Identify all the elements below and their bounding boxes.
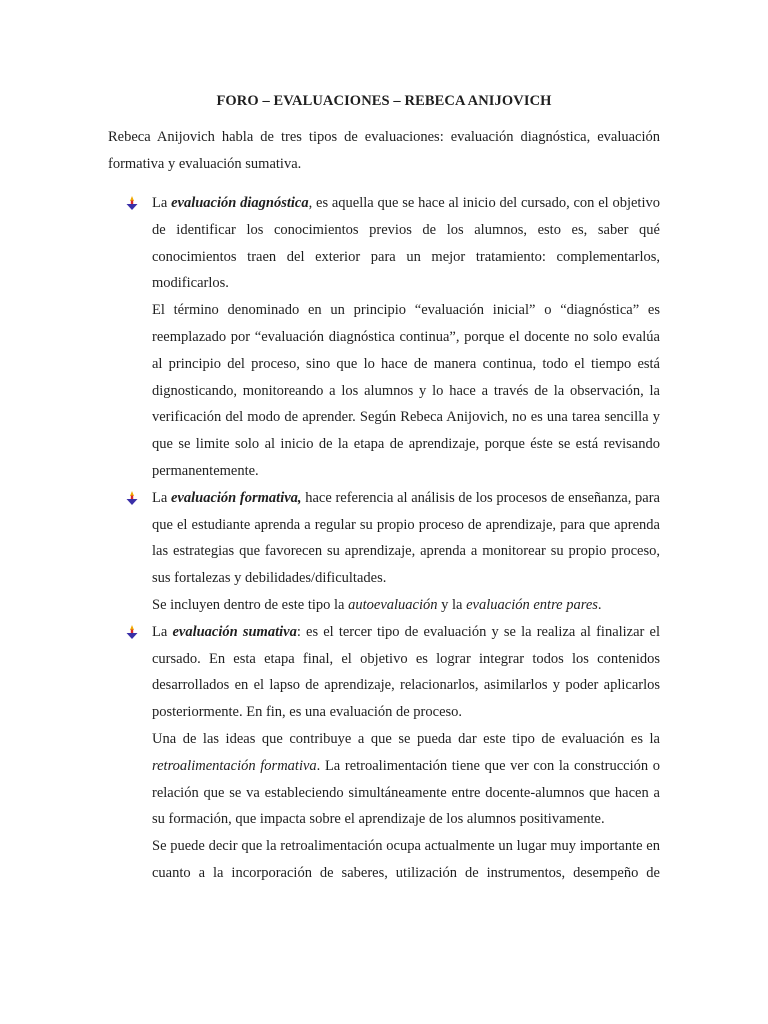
text-run: La	[152, 489, 171, 506]
list-item-sumativa	[125, 619, 660, 887]
term-evaluacion-diagnostica: evaluación diagnóstica	[171, 195, 309, 211]
formativa-paragraph-2	[152, 592, 660, 619]
term-autoevaluacion: autoevaluación	[348, 596, 438, 613]
evaluation-types-list	[125, 190, 660, 887]
diagnostica-paragraph-2: El término denominado en un principio “evaluación inicial” o “diagnóstica” es reemplazado por “evaluación diagnóstica continua”, porque el docente no solo evalúa al principio del proceso, sino que lo hace de manera continua, todo el tiempo está dignosticando, monitoreando a los alumnos y lo hace a través de la observación, la verificación del modo de aprender. Según Rebeca Anijovich, no es una tarea sencilla y que se limite solo al inicio de la etapa de aprendizaje, porque éste se está revisando permanentemente.	[152, 302, 660, 479]
text-run: . La retroalimentación tiene que ver con la construcción o relación que se va estableciendo simultáneamente entre docente-alumnos que hacen a su formación, que impacta sobre el aprendizaje de los alumnos positivamente.	[152, 757, 660, 828]
list-item-formativa	[125, 485, 660, 619]
list-item-diagnostica	[125, 190, 660, 485]
sumativa-paragraph-3: Se puede decir que la retroalimentación ocupa actualmente un lugar muy importante en cuanto a la incorporación de saberes, utilización de instrumentos, desempeño de	[152, 838, 660, 881]
text-run: : es el tercer tipo de evaluación y se la realiza al finalizar el cursado. En esta etapa final, el objetivo es lograr integrar todos los contenidos desarrollados en el lapso de aprendizaje, relacionarlos, asimilarlos y poder aplicarlos posteriormente. En fin, es una evaluación de proceso.	[152, 623, 660, 721]
text-run: Una de las ideas que contribuye a que se pueda dar este tipo de evaluación es la	[152, 730, 660, 747]
text-run: .	[597, 596, 602, 613]
text-run: La	[152, 195, 172, 211]
term-retroalimentacion-formativa: retroalimentación formativa	[152, 757, 317, 774]
sumativa-paragraph-1	[152, 619, 660, 726]
sumativa-paragraph-2	[152, 726, 660, 833]
text-run: hace referencia al análisis de los procesos de enseñanza, para que el estudiante aprenda a regular su propio proceso de aprendizaje, para que aprenda las estrategias que favorecen su aprendizaje, aprenda a monitorear su propio proceso, sus fortalezas y debilidades/dificultades.	[152, 489, 660, 587]
text-run: La	[152, 623, 173, 640]
arrow-bullet-icon	[125, 490, 139, 506]
text-run: , es aquella que se hace al inicio del cursado, con el objetivo de identificar los conocimientos previos de los alumnos, esto es, saber qué conocimientos traen del exterior para un mejor tratamiento: complementarlos, modificarlos.	[152, 195, 660, 292]
text-run: y la	[437, 596, 467, 613]
document-title: FORO – EVALUACIONES – REBECA ANIJOVICH	[216, 93, 552, 109]
arrow-bullet-icon	[125, 624, 139, 640]
text-run: Se incluyen dentro de este tipo la	[152, 596, 349, 613]
term-evaluacion-entre-pares: evaluación entre pares	[466, 596, 598, 613]
intro-paragraph: Rebeca Anijovich habla de tres tipos de evaluaciones: evaluación diagnóstica, evaluación formativa y evaluación sumativa.	[108, 129, 660, 172]
term-evaluacion-sumativa: evaluación sumativa	[172, 623, 297, 640]
term-evaluacion-formativa: evaluación formativa,	[170, 489, 302, 506]
formativa-paragraph-1	[152, 485, 660, 592]
arrow-bullet-icon	[125, 195, 139, 211]
diagnostica-paragraph-1	[152, 190, 660, 297]
